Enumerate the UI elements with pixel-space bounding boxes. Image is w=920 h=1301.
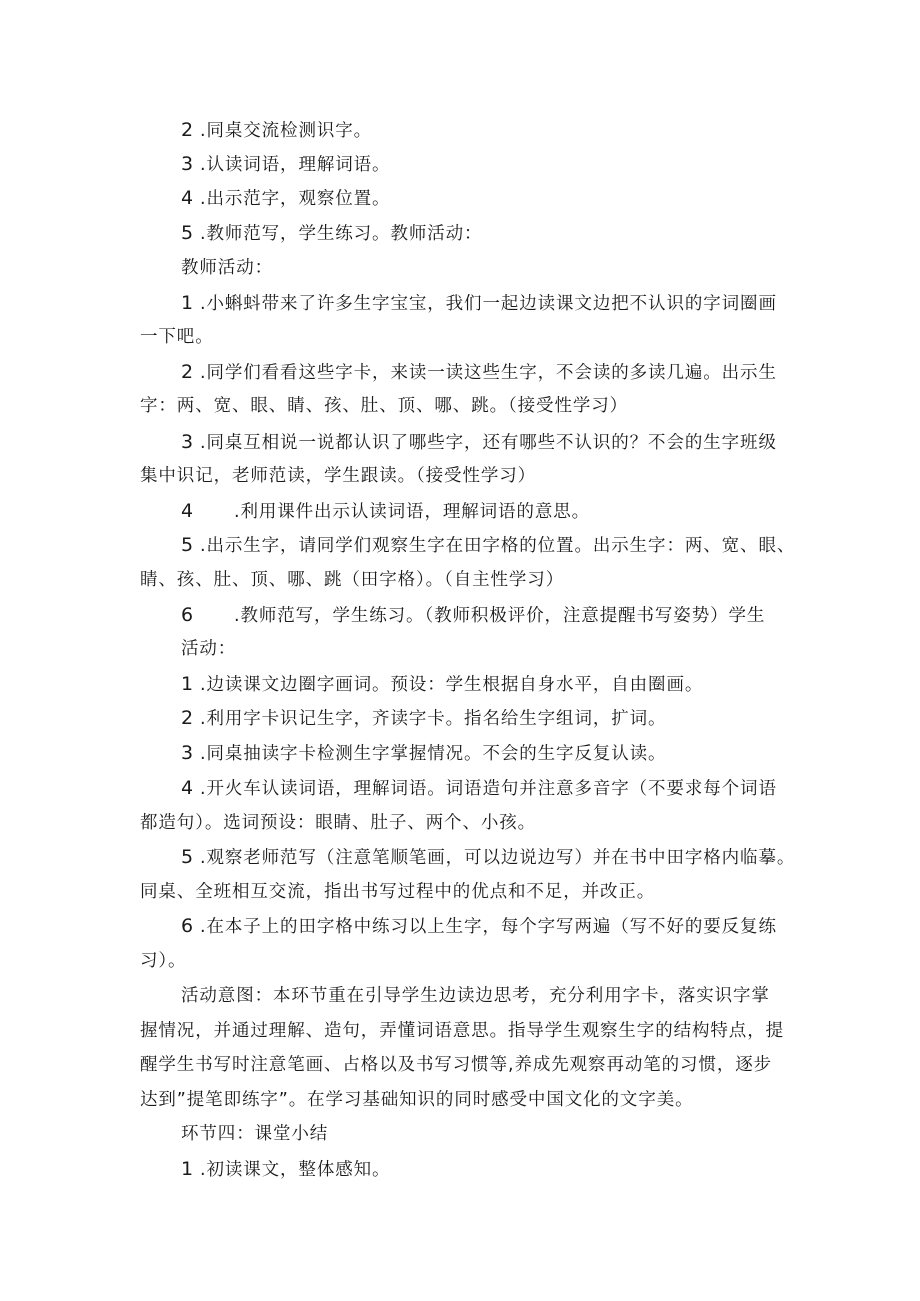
line-text: .同桌交流检测识字。: [200, 121, 373, 141]
item-number: 4: [181, 187, 194, 209]
line-text: .初读课文，整体感知。: [200, 1160, 391, 1180]
text-line: [181, 533, 795, 558]
line-text: .同学们看看这些字卡，来读一读这些生字，不会读的多读几遍。出示生: [200, 363, 777, 383]
line-text: .观察老师范写（注意笔顺笔画，可以边说边写）并在书中田字格内临摹。: [200, 848, 796, 868]
text-line: [181, 360, 777, 385]
text-line: [140, 568, 564, 592]
item-number: 1: [181, 292, 194, 314]
text-line: [181, 637, 236, 661]
line-text: 睛、孩、肚、顶、哪、跳（田字格）。（自主性学习）: [140, 570, 565, 590]
text-line: [140, 1088, 694, 1112]
text-line: [140, 325, 214, 349]
item-number: 3: [181, 153, 194, 175]
section-heading: [181, 1122, 328, 1146]
line-text: .利用字卡识记生字，齐读字卡。指名给生字组词，扩词。: [200, 709, 667, 729]
text-line: [181, 430, 777, 455]
item-number: 2: [181, 119, 194, 141]
line-text: 同桌、全班相互交流，指出书写过程中的优点和不足，并改正。: [140, 882, 656, 902]
text-line: [140, 464, 536, 488]
text-line: [181, 914, 777, 939]
line-text: .教师范写，学生练习。教师活动：: [200, 224, 483, 244]
line-text: 集中识记，老师范读，学生跟读。（接受性学习）: [140, 466, 537, 486]
item-number: 3: [181, 431, 194, 453]
text-line: [181, 499, 590, 524]
item-number: 4: [181, 777, 194, 799]
text-line: [181, 256, 273, 280]
line-text: .出示生字，请同学们观察生字在田字格的位置。出示生字：两、宽、眼、: [200, 536, 796, 556]
text-line: [140, 394, 628, 418]
item-number: 5: [181, 534, 194, 556]
text-line: [140, 811, 536, 835]
item-number: 1: [181, 1158, 194, 1180]
line-text: 活动意图：本环节重在引导学生边读边思考，充分利用字卡，落实识字掌: [181, 986, 770, 1006]
line-text: 环节四：课堂小结: [181, 1124, 329, 1144]
item-number: 5: [181, 222, 194, 244]
item-number: 5: [181, 846, 194, 868]
text-line: [181, 706, 666, 731]
line-text: .认读词语，理解词语。: [200, 155, 391, 175]
line-text: .开火车认读词语，理解词语。词语造句并注意多音字（不要求每个词语: [200, 779, 777, 799]
text-line: [181, 845, 795, 870]
line-text: 教师活动：: [181, 258, 273, 278]
line-text: 都造句）。选词预设：眼睛、肚子、两个、小孩。: [140, 813, 537, 833]
text-line: [181, 186, 390, 211]
line-text: .出示范字，观察位置。: [200, 189, 391, 209]
text-line: [181, 1157, 390, 1182]
item-number: 3: [181, 742, 194, 764]
line-text: .同桌抽读字卡检测生字掌握情况。不会的生字反复认读。: [200, 744, 667, 764]
text-line: [181, 152, 390, 177]
text-line: [140, 1019, 784, 1043]
text-line: [181, 118, 372, 143]
line-text: .边读课文边圈字画词。预设：学生根据自身水平，自由圈画。: [200, 675, 704, 695]
item-number: 4: [181, 500, 194, 522]
text-line: [181, 776, 777, 801]
text-line: [181, 672, 703, 697]
line-text: .教师范写，学生练习。（教师积极评价，注意提醒书写姿势）学生: [234, 606, 766, 626]
item-number: 6: [181, 915, 194, 937]
line-text: .在本子上的田字格中练习以上生字，每个字写两遍（写不好的要反复练: [200, 917, 777, 937]
text-line: [181, 603, 765, 628]
text-line: [140, 880, 655, 904]
text-line: [140, 1053, 772, 1077]
line-text: .利用课件出示认读词语，理解词语的意思。: [234, 502, 591, 522]
item-number: 6: [181, 604, 194, 626]
line-text: 字：两、宽、眼、睛、孩、肚、顶、哪、跳。（接受性学习）: [140, 396, 629, 416]
text-line: [140, 949, 186, 973]
text-line: [181, 221, 482, 246]
line-text: .同桌互相说一说都认识了哪些字，还有哪些不认识的？不会的生字班级: [200, 433, 777, 453]
line-text: 活动：: [181, 639, 237, 659]
line-text: .小蝌蚪带来了许多生字宝宝，我们一起边读课文边把不认识的字词圈画: [200, 294, 777, 314]
line-text: 达到”提笔即练字”。在学习基础知识的同时感受中国文化的文字美。: [140, 1090, 694, 1110]
line-text: 习）。: [140, 951, 187, 971]
text-line: [181, 741, 666, 766]
item-number: 1: [181, 673, 194, 695]
line-text: 醒学生书写时注意笔画、占格以及书写习惯等,养成先观察再动笔的习惯，逐步: [140, 1055, 773, 1075]
item-number: 2: [181, 707, 194, 729]
line-text: 一下吧。: [140, 327, 214, 347]
item-number: 2: [181, 361, 194, 383]
text-line: [181, 291, 777, 316]
line-text: 握情况，并通过理解、造句，弄懂词语意思。指导学生观察生字的结构特点，提: [140, 1021, 784, 1041]
text-line: [181, 984, 770, 1008]
